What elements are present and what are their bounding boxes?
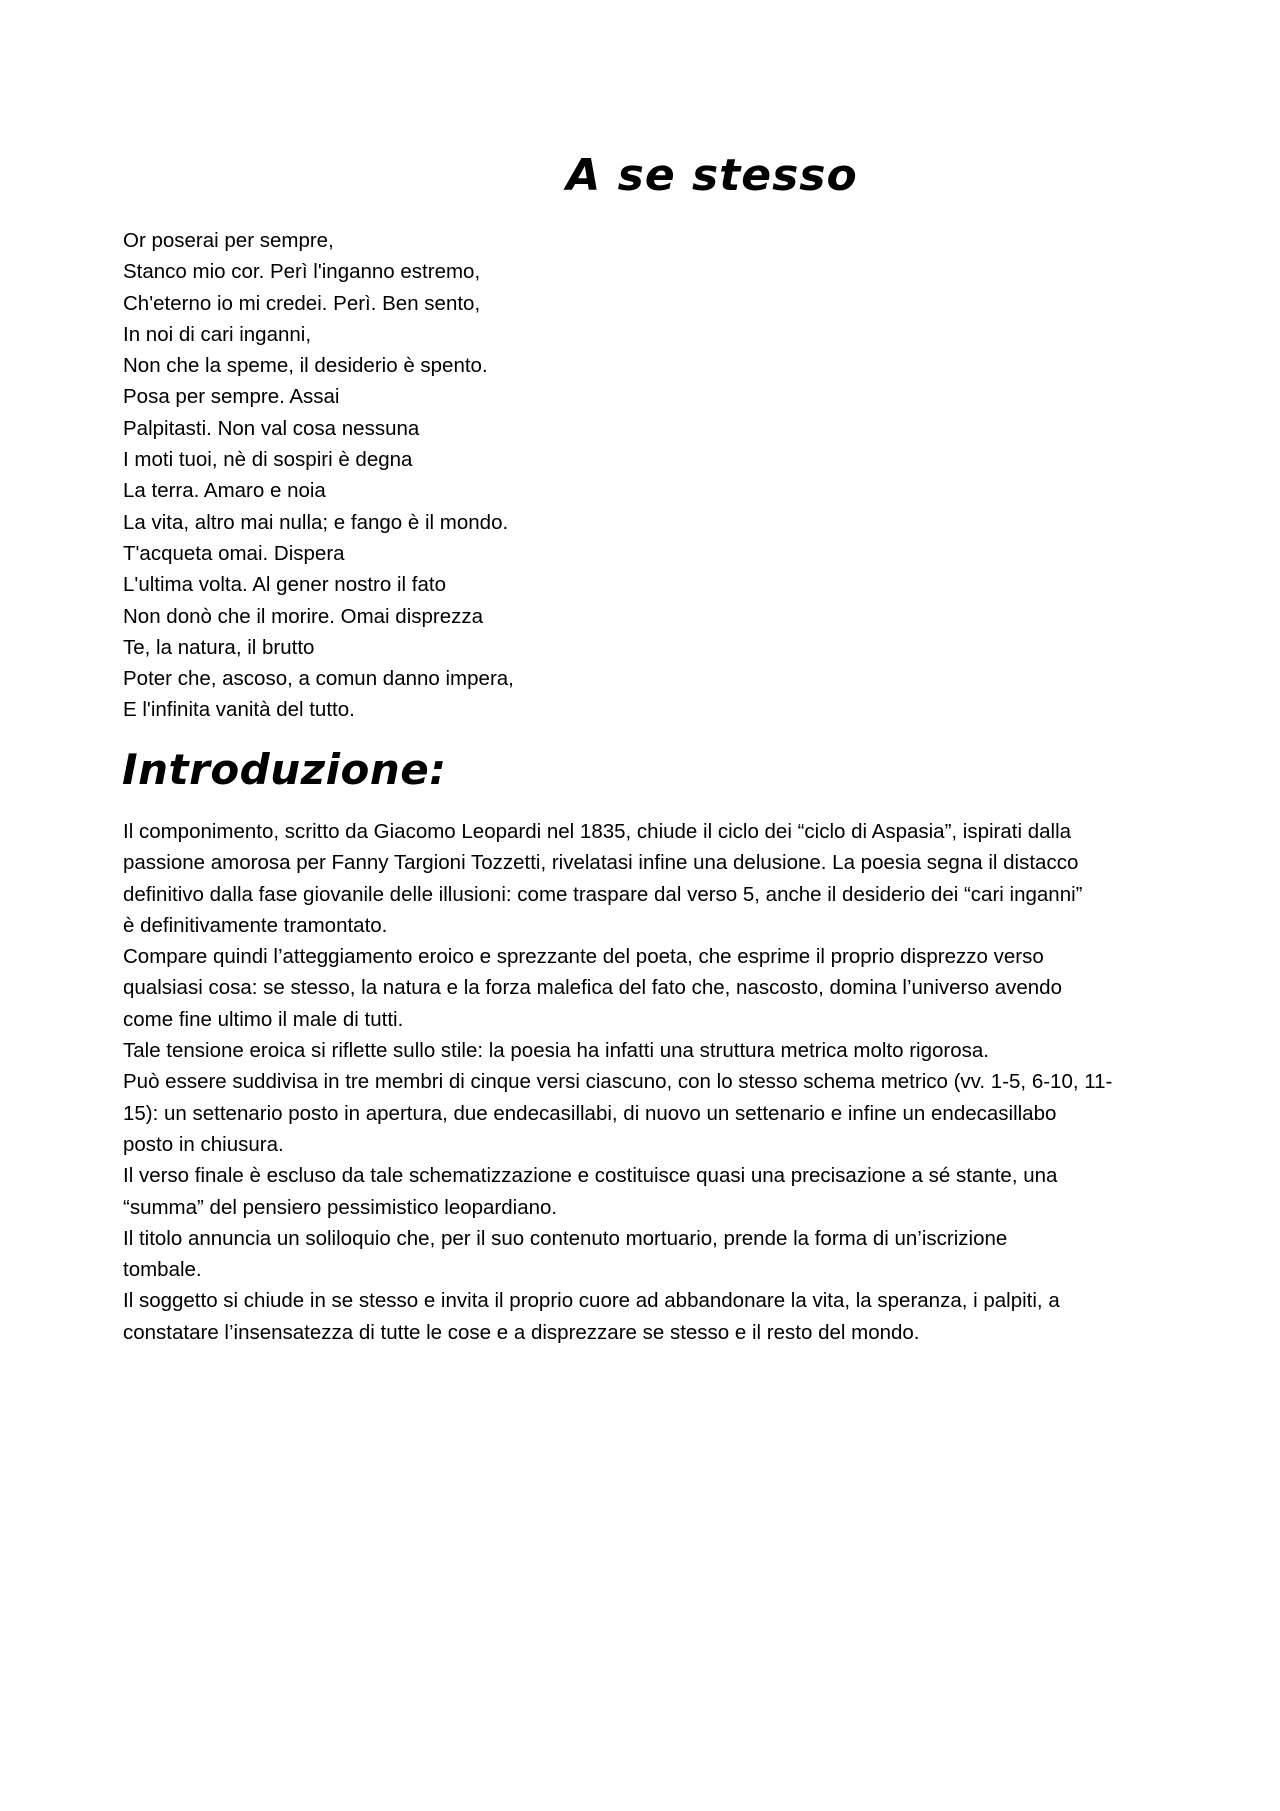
- poem-line: La terra. Amaro e noia: [123, 479, 326, 503]
- introduction-heading: Introduzione:: [122, 745, 447, 794]
- poem-line: L'ultima volta. Al gener nostro il fato: [123, 573, 446, 597]
- intro-line: tombale.: [123, 1258, 202, 1282]
- intro-line: qualsiasi cosa: se stesso, la natura e la forza malefica del fato che, nascosto, domina l’universo avendo: [123, 976, 1062, 1000]
- poem-line: La vita, altro mai nulla; e fango è il mondo.: [123, 510, 509, 534]
- intro-line: come fine ultimo il male di tutti.: [123, 1007, 404, 1031]
- intro-line: 15): un settenario posto in apertura, due endecasillabi, di nuovo un settenario e infine un endecasillabo: [123, 1101, 1057, 1125]
- introduction-text: [123, 816, 1173, 1348]
- poem-line: T'acqueta omai. Dispera: [123, 541, 345, 565]
- intro-line: “summa” del pensiero pessimistico leopardiano.: [123, 1195, 558, 1219]
- poem-line: Stanco mio cor. Perì l'inganno estremo,: [123, 260, 481, 284]
- intro-line: passione amorosa per Fanny Targioni Tozzetti, rivelatasi infine una delusione. La poesia segna il distacco: [123, 851, 1079, 875]
- poem-line: Posa per sempre. Assai: [123, 385, 340, 409]
- intro-line: Il componimento, scritto da Giacomo Leopardi nel 1835, chiude il ciclo dei “ciclo di Aspasia”, ispirati dalla: [123, 820, 1072, 843]
- intro-line: Il titolo annuncia un soliloquio che, per il suo contenuto mortuario, prende la forma di un’iscrizione: [123, 1226, 1008, 1250]
- poem-line: Palpitasti. Non val cosa nessuna: [123, 416, 420, 440]
- poem-title: A se stesso: [566, 150, 858, 201]
- poem-line: Or poserai per sempre,: [123, 229, 334, 252]
- intro-line: Il verso finale è escluso da tale schematizzazione e costituisce quasi una precisazione a sé stante, una: [123, 1164, 1058, 1188]
- intro-line: Il soggetto si chiude in se stesso e invita il proprio cuore ad abbandonare la vita, la speranza, i palpiti, a: [123, 1289, 1060, 1313]
- poem-line: Non che la speme, il desiderio è spento.: [123, 354, 488, 378]
- intro-line: constatare l’insensatezza di tutte le cose e a disprezzare se stesso e il resto del mondo.: [123, 1320, 920, 1344]
- intro-line: definitivo dalla fase giovanile delle illusioni: come traspare dal verso 5, anche il desiderio dei “cari inganni”: [123, 882, 1083, 906]
- intro-line: Compare quindi l’atteggiamento eroico e sprezzante del poeta, che esprime il proprio disprezzo verso: [123, 945, 1044, 969]
- poem-line: Poter che, ascoso, a comun danno impera,: [123, 667, 514, 691]
- intro-line: è definitivamente tramontato.: [123, 913, 388, 937]
- poem-text: [123, 225, 683, 726]
- poem-line: In noi di cari inganni,: [123, 322, 312, 346]
- poem-line: Ch'eterno io mi credei. Perì. Ben sento,: [123, 291, 481, 315]
- intro-line: Può essere suddivisa in tre membri di cinque versi ciascuno, con lo stesso schema metrico (vv. 1-5, 6-10, 11-: [123, 1070, 1113, 1094]
- intro-line: posto in chiusura.: [123, 1132, 284, 1156]
- poem-line: E l'infinita vanità del tutto.: [123, 698, 355, 722]
- poem-line: I moti tuoi, nè di sospiri è degna: [123, 448, 413, 472]
- poem-line: Te, la natura, il brutto: [123, 635, 315, 659]
- intro-line: Tale tensione eroica si riflette sullo stile: la poesia ha infatti una struttura metrica molto rigorosa.: [123, 1039, 989, 1063]
- poem-line: Non donò che il morire. Omai disprezza: [123, 604, 484, 628]
